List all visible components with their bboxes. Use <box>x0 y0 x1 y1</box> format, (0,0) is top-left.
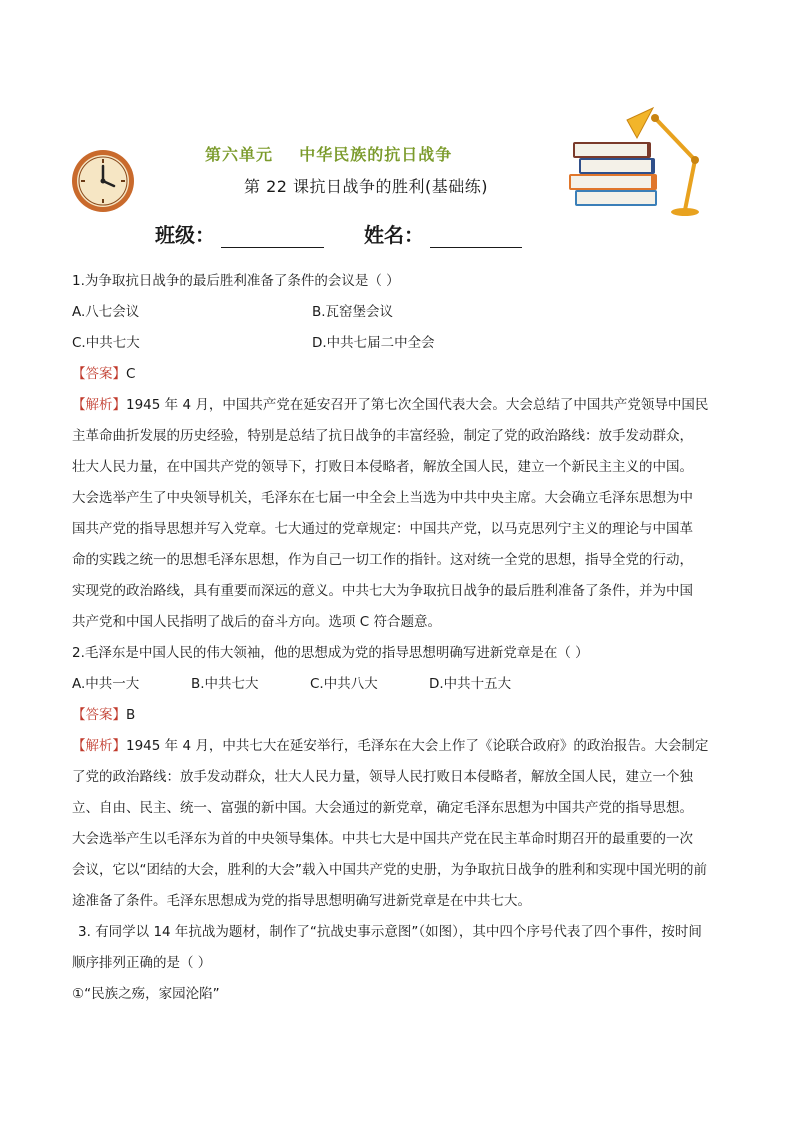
q1-option-a: A.八七会议 <box>72 304 140 320</box>
q1-analysis-line: 主革命曲折发展的历史经验，特别是总结了抗日战争的丰富经验，制定了党的政治路线：放手发动群众， <box>72 428 693 444</box>
q3-item-1: ①“民族之殇，家园沦陷” <box>72 986 220 1002</box>
q2-option-a: A.中共一大 <box>72 676 140 692</box>
q2-analysis-line: 会议，它以“团结的大会，胜利的大会”载入中国共产党的史册，为争取抗日战争的胜利和实现中国光明的前 <box>72 862 707 878</box>
answer-value: C <box>126 366 136 382</box>
q2-stem: 2.毛泽东是中国人民的伟大领袖，他的思想成为党的指导思想明确写进新党章是在（ ） <box>72 645 589 661</box>
answer-value: B <box>126 707 136 723</box>
q1-analysis-line: 壮大人民力量，在中国共产党的领导下，打败日本侵略者，解放全国人民，建立一个新民主主义的中国。 <box>72 459 693 475</box>
q2-options-row <box>72 669 724 700</box>
q1-analysis-line: 【解析】1945 年 4 月，中国共产党在延安召开了第七次全国代表大会。大会总结了中国共产党领导中国民 <box>72 397 709 413</box>
q2-analysis-line: 了党的政治路线：放手发动群众，壮大人民力量，领导人民打败日本侵略者，解放全国人民，建立一个独 <box>72 769 693 785</box>
q2-analysis-line: 立、自由、民主、统一、富强的新中国。大会通过的新党章，确定毛泽东思想为中国共产党的指导思想。 <box>72 800 693 816</box>
q2-analysis-line: 途准备了条件。毛泽东思想成为党的指导思想明确写进新党章是在中共七大。 <box>72 893 531 909</box>
name-blank[interactable] <box>430 225 522 248</box>
q2-option-d: D.中共十五大 <box>429 676 512 692</box>
clock-icon <box>70 148 136 214</box>
q3-stem-line: 顺序排列正确的是（ ） <box>72 955 212 971</box>
q1-stem: 1.为争取抗日战争的最后胜利准备了条件的会议是（ ） <box>72 273 400 289</box>
answer-tag: 【答案】 <box>72 366 126 382</box>
student-info-row <box>155 219 522 248</box>
q2-analysis-line: 大会选举产生以毛泽东为首的中央领导集体。中共七大是中国共产党在民主革命时期召开的最重要的一次 <box>72 831 693 847</box>
q2-answer <box>72 700 724 731</box>
q2-option-c: C.中共八大 <box>310 676 378 692</box>
name-label: 姓名： <box>364 223 424 247</box>
books-and-lamp-illustration <box>565 98 710 220</box>
analysis-tag: 【解析】 <box>72 738 126 754</box>
class-blank[interactable] <box>221 225 324 248</box>
q1-option-c: C.中共七大 <box>72 335 140 351</box>
answer-tag: 【答案】 <box>72 707 126 723</box>
q1-answer <box>72 359 724 390</box>
q1-analysis-line: 国共产党的指导思想并写入党章。七大通过的党章规定：中国共产党，以马克思列宁主义的理论与中国革 <box>72 521 693 537</box>
q1-option-d: D.中共七届二中全会 <box>312 335 435 351</box>
question-content <box>72 266 724 1010</box>
analysis-tag: 【解析】 <box>72 397 126 413</box>
q1-options-row-2 <box>72 328 724 359</box>
lesson-title: 第 22 课抗日战争的胜利(基础练) <box>244 177 489 196</box>
q1-options-row-1 <box>72 297 724 328</box>
q1-analysis-line: 实现党的政治路线，具有重要而深远的意义。中共七大为争取抗日战争的最后胜利准备了条件，并为中国 <box>72 583 693 599</box>
q3-stem-line: 3. 有同学以 14 年抗战为题材，制作了“抗战史事示意图”（如图），其中四个序号代表了四个事件，按时间 <box>78 924 702 940</box>
q1-option-b: B.瓦窑堡会议 <box>312 304 394 320</box>
class-label: 班级： <box>155 223 215 247</box>
q1-analysis-line: 大会选举产生了中央领导机关，毛泽东在七届一中全会上当选为中共中央主席。大会确立毛泽东思想为中 <box>72 490 693 506</box>
unit-title: 第六单元 中华民族的抗日战争 <box>205 145 453 164</box>
q1-analysis-line: 命的实践之统一的思想毛泽东思想，作为自己一切工作的指针。这对统一全党的思想，指导全党的行动， <box>72 552 693 568</box>
q1-analysis-line: 共产党和中国人民指明了战后的奋斗方向。选项 C 符合题意。 <box>72 614 442 630</box>
q2-option-b: B.中共七大 <box>191 676 259 692</box>
q2-analysis-line: 【解析】1945 年 4 月，中共七大在延安举行，毛泽东在大会上作了《论联合政府》的政治报告。大会制定 <box>72 738 709 754</box>
